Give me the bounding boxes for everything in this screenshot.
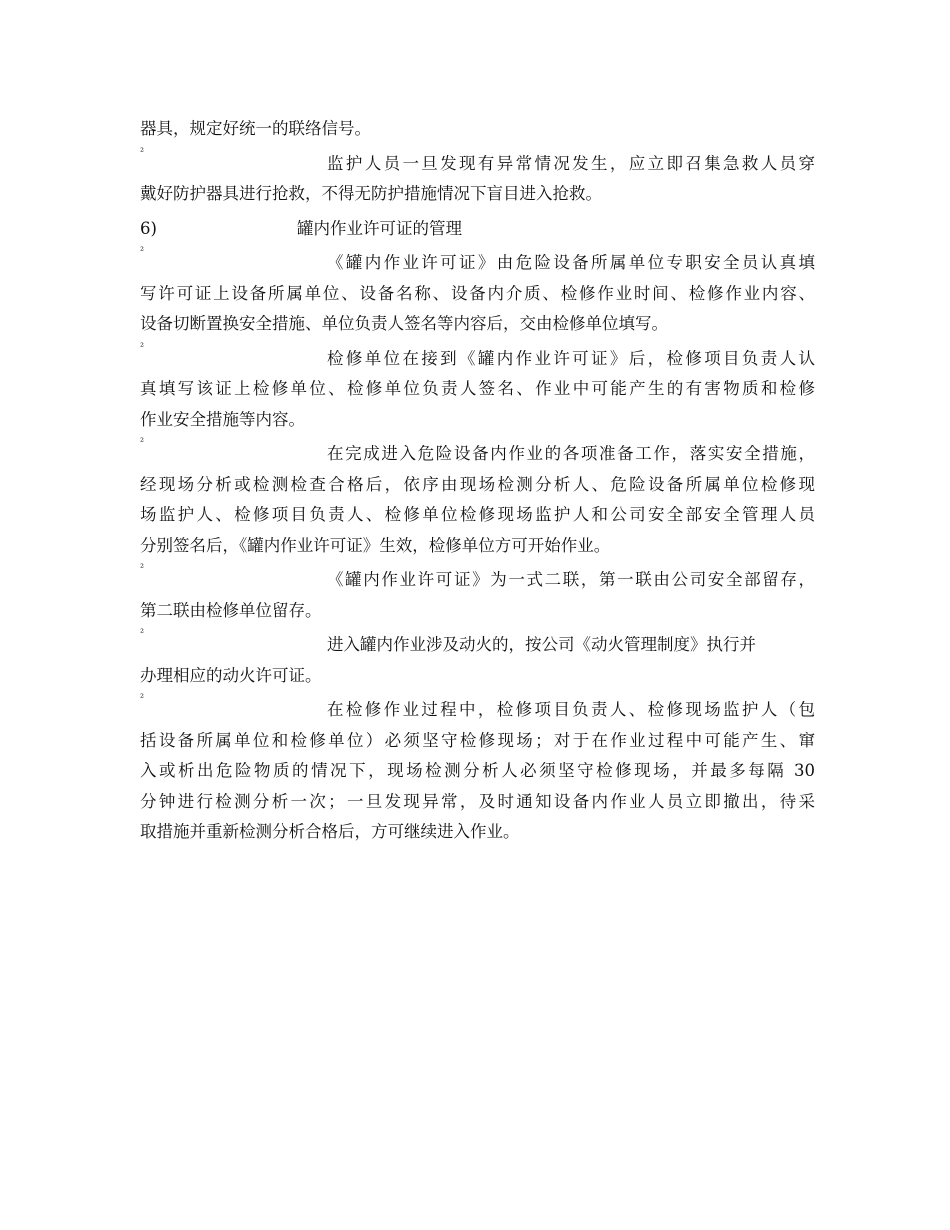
paragraph-line: 入或析出危险物质的情况下，现场检测分析人必须坚守检修现场，并最多每隔 30 [140,761,815,780]
bullet-item-hot-work [140,630,815,661]
bullet-first-line: 检修单位在接到《罐内作业许可证》后，检修项目负责人认 [327,348,815,368]
bullet-first-line: 在完成进入危险设备内作业的各项准备工作，落实安全措施， [327,444,815,463]
bullet-marker: ² [140,246,145,257]
paragraph-line: 分钟进行检测分析一次；一旦发现异常，及时通知设备内作业人员立即撤出，待采 [140,791,815,811]
paragraph-line: 经现场分析或检测检查合格后，依序由现场检测分析人、危险设备所属单位检修现 [140,474,815,494]
bullet-marker: ² [140,628,145,639]
paragraph-line: 取措施并重新检测分析合格后，方可继续进入作业。 [140,822,520,841]
paragraph-line: 戴好防护器具进行抢救，不得无防护措施情况下盲目进入抢救。 [140,184,602,203]
bullet-marker: ² [140,563,145,574]
section-heading [140,214,815,245]
document-body [140,114,815,848]
bullet-item-monitoring [140,695,815,726]
bullet-item-permit-fill [140,248,815,279]
paragraph-line: 场监护人、检修项目负责人、检修单位检修现场监护人和公司安全部安全管理人员 [140,505,815,524]
bullet-item-rescue [140,146,815,180]
bullet-marker: ² [140,341,145,353]
bullet-first-line: 《罐内作业许可证》为一式二联，第一联由公司安全部留存， [327,570,815,589]
bullet-marker: ² [140,146,145,158]
bullet-first-line: 进入罐内作业涉及动火的，按公司《动火管理制度》执行并 [327,635,756,654]
bullet-first-line: 在检修作业过程中，检修项目负责人、检修现场监护人（包 [327,700,815,719]
paragraph-line: 真填写该证上检修单位、检修单位负责人签名、作业中可能产生的有害物质和检修 [140,379,815,398]
bullet-marker: ² [140,693,145,704]
bullet-item-repair-unit [140,341,815,375]
bullet-first-line: 监护人员一旦发现有异常情况发生，应立即召集急救人员穿 [327,153,815,173]
paragraph-line: 括设备所属单位和检修单位）必须坚守检修现场；对于在作业过程中可能产生、窜 [140,730,815,750]
paragraph-line: 作业安全措施等内容。 [140,409,305,429]
paragraph-line: 器具，规定好统一的联络信号。 [140,119,371,138]
section-title: 罐内作业许可证的管理 [297,218,462,238]
bullet-first-line: 《罐内作业许可证》由危险设备所属单位专职安全员认真填 [327,253,815,272]
bullet-marker: ² [140,437,145,448]
paragraph-line: 设备切断置换安全措施、单位负责人签名等内容后，交由检修单位填写。 [140,314,668,333]
paragraph-line: 写许可证上设备所属单位、设备名称、设备内介质、检修作业时间、检修作业内容、 [140,283,815,303]
paragraph-line: 办理相应的动火许可证。 [140,665,322,685]
bullet-item-copies [140,565,815,596]
paragraph-line: 分别签名后，《罐内作业许可证》生效，检修单位方可开始作业。 [140,535,611,555]
paragraph-line: 第二联由检修单位留存。 [140,600,322,620]
section-number: 6) [140,218,157,238]
bullet-item-signatures [140,439,815,470]
